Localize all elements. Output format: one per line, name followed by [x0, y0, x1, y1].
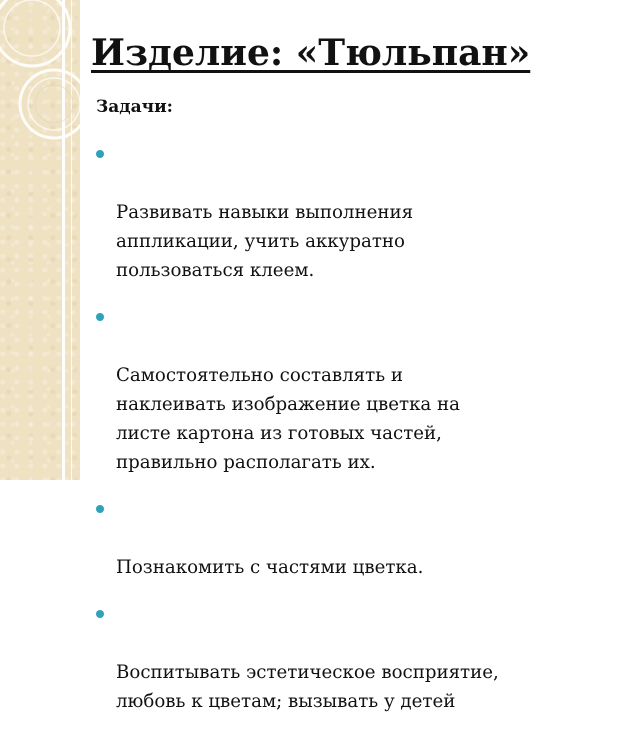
- slide-title: Изделие: «Тюльпан»: [91, 32, 531, 74]
- task-item: [96, 600, 616, 716]
- task-text: Воспитывать эстетическое восприятие, любовь к цветам; вызывать у детей: [116, 662, 499, 712]
- bullet-icon: [96, 505, 104, 513]
- tasks-heading: Задачи:: [96, 97, 173, 117]
- bullet-icon: [96, 313, 104, 321]
- bullet-icon: [96, 610, 104, 618]
- task-item: [96, 303, 616, 477]
- task-text: Развивать навыки выполнения аппликации, учить аккуратно пользоваться клеем.: [116, 202, 414, 281]
- task-item: [96, 495, 616, 582]
- bullet-icon: [96, 150, 104, 158]
- task-item: [96, 140, 616, 285]
- task-text: Самостоятельно составлять и наклеивать изображение цветка на листе картона из готовых частей, правильно располагать их.: [116, 365, 461, 473]
- task-text: Познакомить с частями цветка.: [116, 557, 424, 578]
- tasks-list: [96, 140, 616, 734]
